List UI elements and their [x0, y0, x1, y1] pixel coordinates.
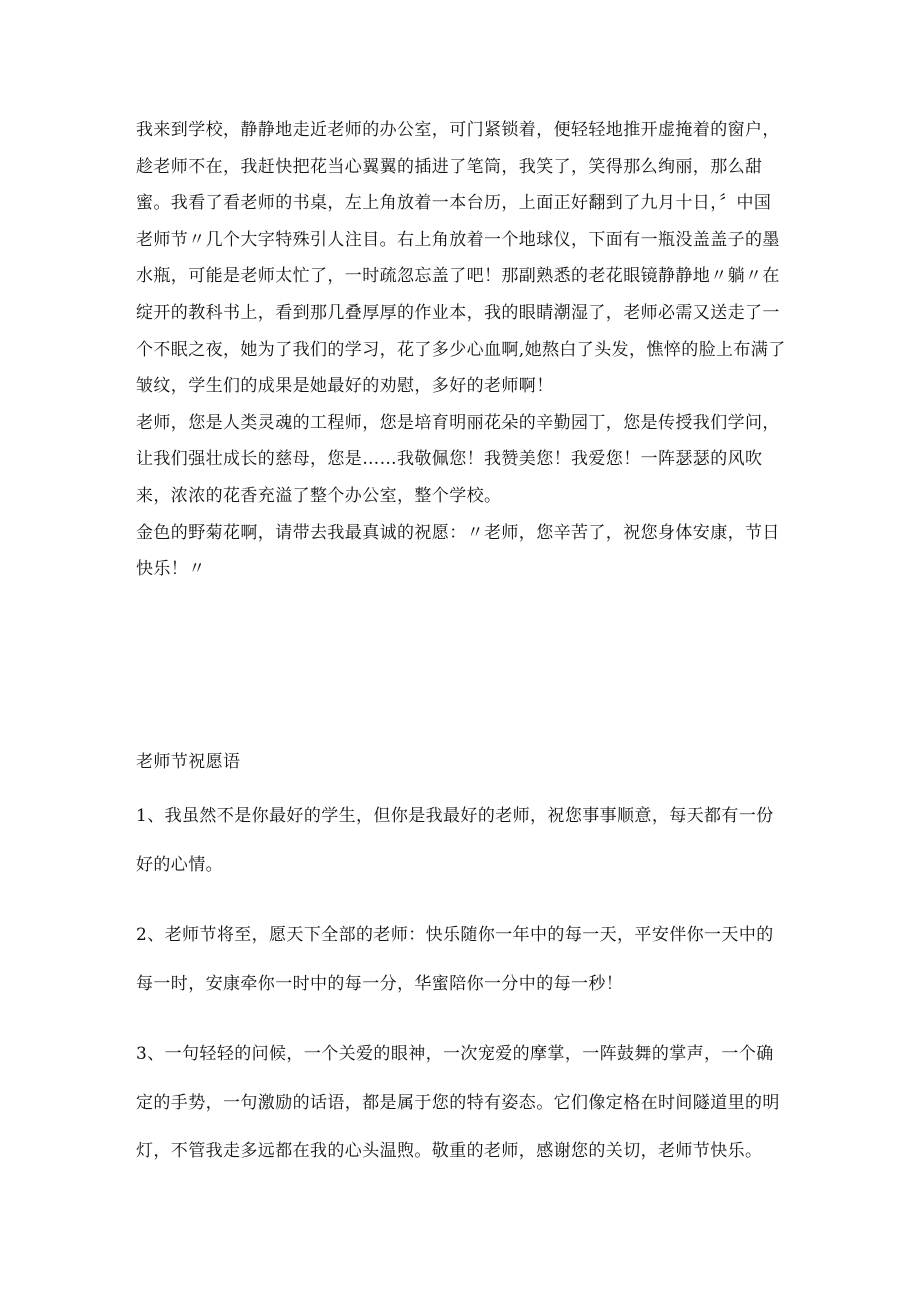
essay-paragraph-3: 金色的野菊花啊，请带去我最真诚的祝愿：〃老师，您辛苦了，祝您身体安康，节日快乐！〃 [136, 522, 780, 580]
essay-paragraph-1: 我来到学校，静静地走近老师的办公室，可门紧锁着，便轻轻地推开虚掩着的窗户，趁老师不在，我赶快把花当心翼翼的插进了笔筒，我笑了，笑得那么绚丽，那么甜蜜。我看了看老师的书桌，左上角放着一本台历，上面正好翻到了九月十日，〞中国老师节〃几个大字特殊引人注目。右上角放着一个地球仪，下面有一瓶没盖盖子的墨水瓶，可能是老师太忙了，一时疏忽忘盖了吧！那副熟悉的老花眼镜静静地〃躺〃在绽开的教科书上，看到那几叠厚厚的作业本，我的眼睛潮湿了，老师必需又送走了一个不眠之夜，她为了我们的学习，花了多少心血啊,她熬白了头发，憔悴的脸上布满了皱纹，学生们的成果是她最好的劝慰，多好的老师啊！ [136, 120, 786, 397]
wish-item-2: 2、老师节将至，愿天下全部的老师：快乐随你一年中的每一天，平安伴你一天中的每一时，安康牵你一时中的每一分，华蜜陪你一分中的每一秒！ [136, 925, 774, 994]
wishes-list [136, 792, 788, 1198]
essay-body [136, 112, 788, 588]
wishes-heading: 老师节祝愿语 [136, 752, 241, 772]
wish-item-1: 1、我虽然不是你最好的学生，但你是我最好的老师，祝您事事顺意，每天都有一份好的心情。 [136, 806, 774, 875]
wish-item-3: 3、一句轻轻的问候，一个关爱的眼神，一次宠爱的摩掌，一阵鼓舞的掌声，一个确定的手势，一句激励的话语，都是属于您的特有姿态。它们像定格在时间隧道里的明灯，不管我走多远都在我的心头温煦。敬重的老师，感谢您的关切，老师节快乐。 [136, 1044, 780, 1161]
essay-paragraph-2: 老师，您是人类灵魂的工程师，您是培育明丽花朵的辛勤园丁，您是传授我们学问，让我们强壮成长的慈母，您是……我敬佩您！我赞美您！我爱您！一阵瑟瑟的风吹来，浓浓的花香充溢了整个办公室，整个学校。 [136, 412, 780, 506]
